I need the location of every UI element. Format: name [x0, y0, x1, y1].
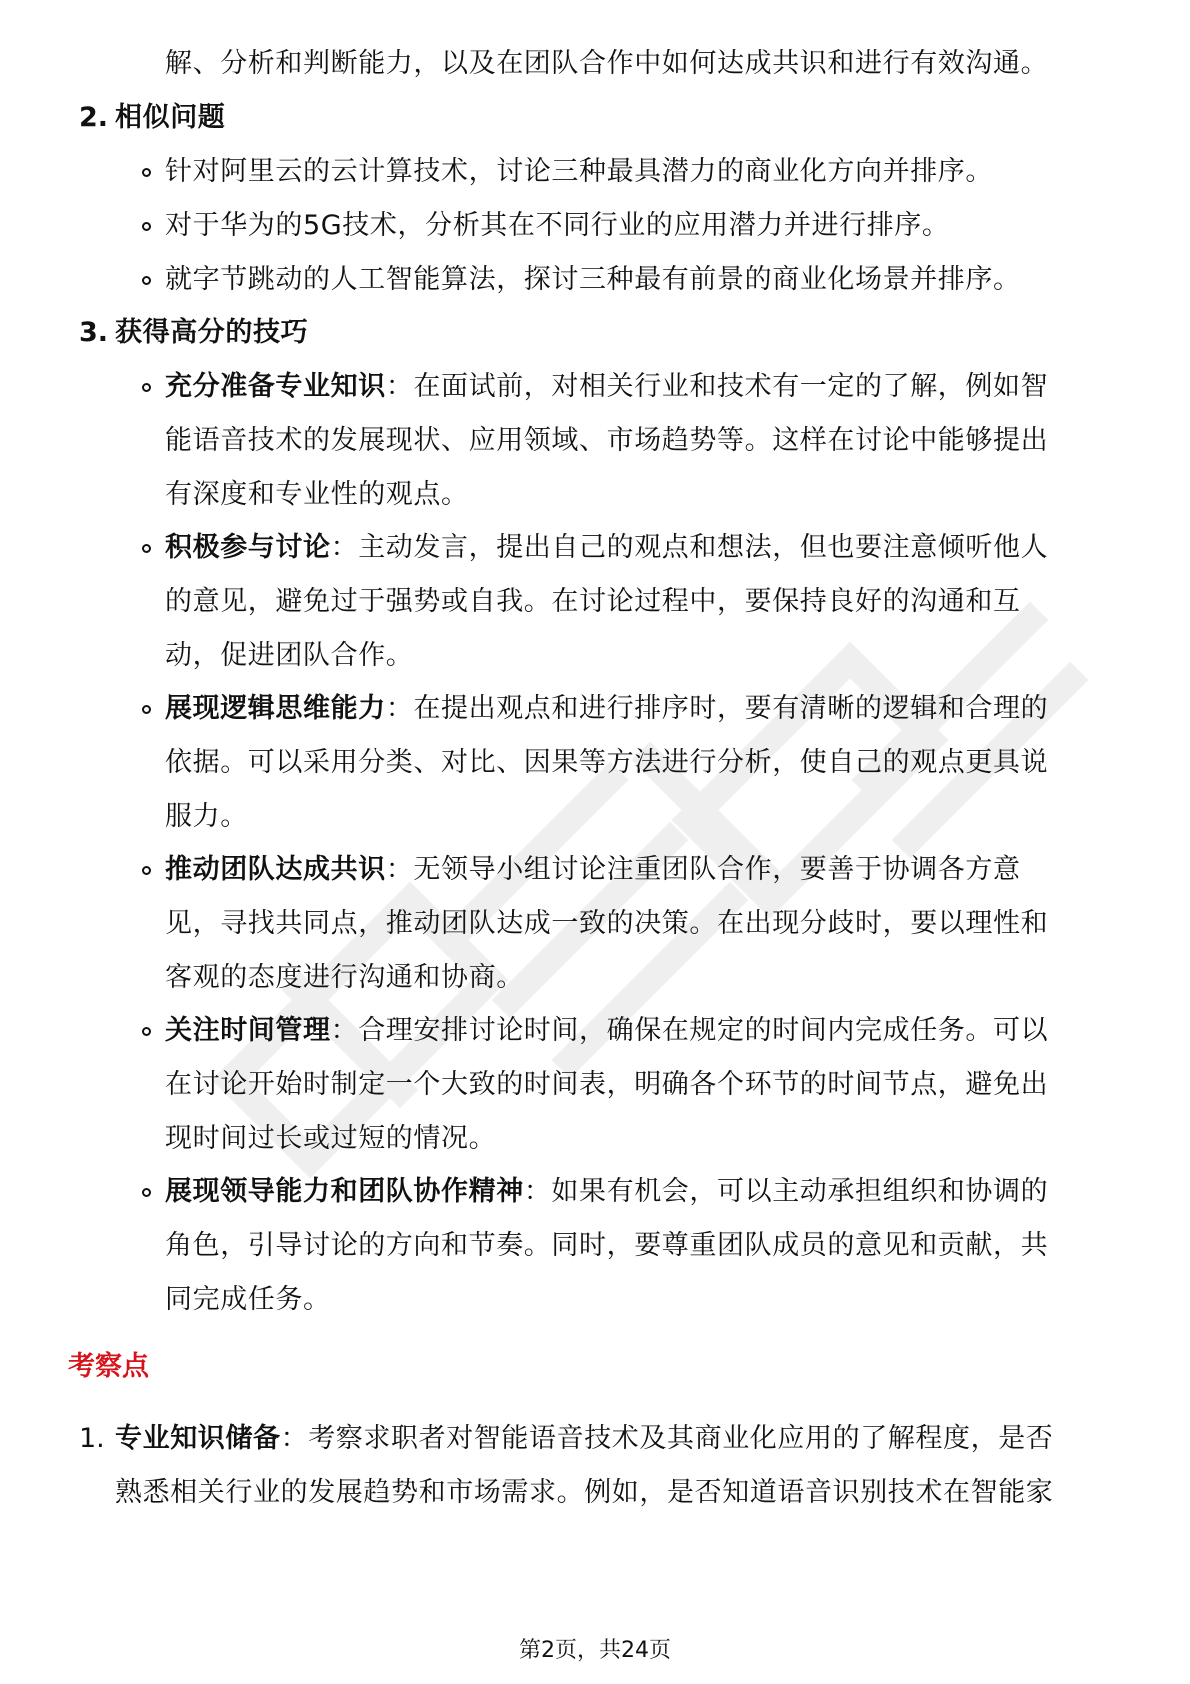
exam-item-text: ：考察求职者对智能语音技术及其商业化应用的了解程度，是否: [280, 1423, 1054, 1454]
bullet-icon: [142, 383, 151, 392]
tip-line: 同完成任务。: [165, 1284, 331, 1315]
tip-heading: 展现领导能力和团队协作精神: [165, 1176, 524, 1207]
tip-first-line: [165, 852, 1021, 888]
tip-line: 服力。: [165, 801, 248, 832]
tip-first-line: [165, 691, 1048, 727]
bullet-icon: [142, 705, 151, 714]
tip-first-line: [165, 1013, 1048, 1049]
tip-line: 见，寻找共同点，推动团队达成一致的决策。在出现分歧时，要以理性和: [165, 908, 1049, 939]
tip-line: 客观的态度进行沟通和协商。: [165, 962, 524, 993]
tip-line: 在讨论开始时制定一个大致的时间表，明确各个环节的时间节点，避免出: [165, 1069, 1049, 1100]
tip-heading: 推动团队达成共识: [165, 854, 386, 885]
similar-item: 就字节跳动的人工智能算法，探讨三种最有前景的商业化场景并排序。: [165, 264, 1021, 295]
similar-item: 针对阿里云的云计算技术，讨论三种最具潜力的商业化方向并排序。: [165, 156, 993, 187]
tip-heading: 充分准备专业知识: [165, 371, 386, 402]
bullet-icon: [142, 276, 151, 285]
tip-line: 依据。可以采用分类、对比、因果等方法进行分析，使自己的观点更具说: [165, 747, 1049, 778]
tip-text: ：主动发言，提出自己的观点和想法，但也要注意倾听他人: [330, 532, 1049, 563]
tip-first-line: [165, 369, 1048, 405]
tip-text: ：合理安排讨论时间，确保在规定的时间内完成任务。可以: [330, 1015, 1049, 1046]
tip-first-line: [165, 530, 1048, 566]
bullet-icon: [142, 1188, 151, 1197]
tip-first-line: [165, 1174, 1048, 1210]
exam-item-number: 1.: [79, 1423, 105, 1454]
tip-line: 能语音技术的发展现状、应用领域、市场趋势等。这样在讨论中能够提出: [165, 425, 1049, 456]
tip-text: ：在面试前，对相关行业和技术有一定的了解，例如智: [385, 371, 1049, 402]
exam-item-first-line: [115, 1421, 1053, 1457]
tips-number: 3.: [79, 317, 109, 348]
tip-line: 的意见，避免过于强势或自我。在讨论过程中，要保持良好的沟通和互: [165, 586, 1021, 617]
bullet-icon: [142, 1027, 151, 1036]
similar-title: 相似问题: [115, 102, 226, 133]
intro-tail-line: 解、分析和判断能力，以及在团队合作中如何达成共识和进行有效沟通。: [165, 48, 1049, 79]
bullet-icon: [142, 866, 151, 875]
exam-section-title: 考察点: [68, 1351, 149, 1382]
bullet-icon: [142, 544, 151, 553]
exam-item-heading: 专业知识储备: [115, 1423, 281, 1454]
tip-heading: 关注时间管理: [165, 1015, 331, 1046]
bullet-icon: [142, 168, 151, 177]
tip-text: ：无领导小组讨论注重团队合作，要善于协调各方意: [385, 854, 1021, 885]
tips-title: 获得高分的技巧: [115, 317, 309, 348]
tip-line: 动，促进团队合作。: [165, 640, 414, 671]
tip-text: ：在提出观点和进行排序时，要有清晰的逻辑和合理的: [385, 693, 1049, 724]
page-number-footer: 第2页，共24页: [519, 1638, 671, 1663]
exam-item-line: 熟悉相关行业的发展趋势和市场需求。例如，是否知道语音识别技术在智能家: [115, 1477, 1054, 1508]
tip-line: 角色，引导讨论的方向和节奏。同时，要尊重团队成员的意见和贡献，共: [165, 1230, 1049, 1261]
tip-heading: 展现逻辑思维能力: [165, 693, 386, 724]
tip-line: 有深度和专业性的观点。: [165, 479, 469, 510]
tip-line: 现时间过长或过短的情况。: [165, 1123, 497, 1154]
tip-heading: 积极参与讨论: [165, 532, 331, 563]
similar-item: 对于华为的5G技术，分析其在不同行业的应用潜力并进行排序。: [165, 210, 950, 241]
tip-text: ：如果有机会，可以主动承担组织和协调的: [523, 1176, 1049, 1207]
bullet-icon: [142, 222, 151, 231]
similar-number: 2.: [79, 102, 109, 133]
